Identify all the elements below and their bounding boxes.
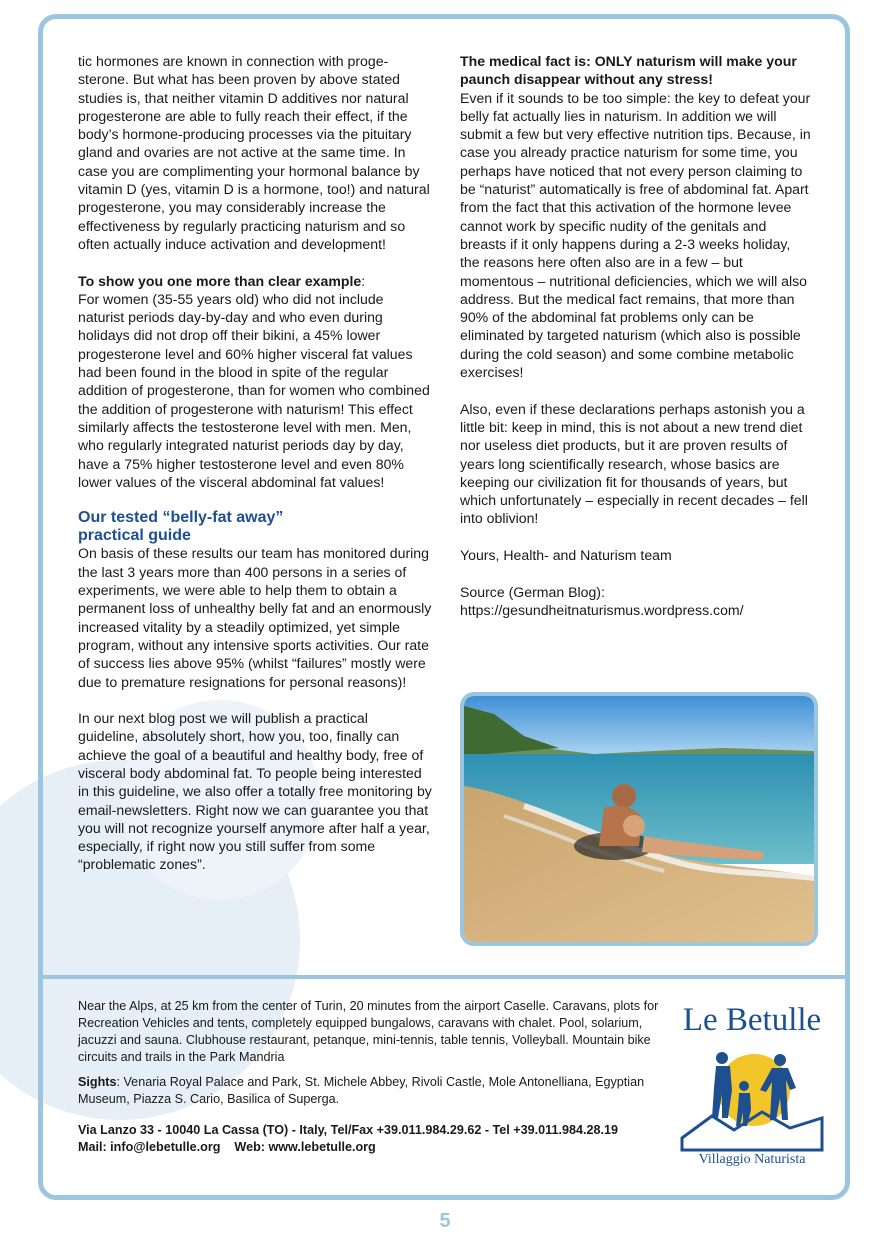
signature: Yours, Health- and Naturism team <box>460 547 672 564</box>
paragraph <box>460 52 812 381</box>
paragraph-heading: The medical fact is: ONLY naturism will make your paunch disappear without any stress! <box>460 53 797 88</box>
paragraph: Also, even if these declarations perhaps astonish you a little bit: keep in mind, this is not about a new trend diet nor useless diet products, but it are proven results of years long scientifically research, whose basics are keeping our civilization fit for thousands of years, but which unfortunately – especially in recent decades – fell into oblivion! <box>460 400 808 527</box>
footer-info <box>78 998 668 1156</box>
paragraph-body: Even if it sounds to be too simple: the key to defeat your belly fat actually lies in naturism. In addition we will submit a few but very effective nutrition tips. Because, in case you already practice naturism for some time, you perhaps have noticed that not every person claiming to be “naturist” automatically is free of abdominal fat. Apart from the fact that this activation of the hormone levee cannot work by specific nudity of the genitals and breasts if it only happens during a 2-3 weeks holiday, the reasons here often also are in a few – but momentous – nutritional deficiencies, which we will also address. But the medical fact remains, that more than 90% of the abdominal fat problems only can be eliminated by targeted naturism (which also is possible during the cold season) and some combine metabolic exercises! <box>460 89 811 381</box>
address: Via Lanzo 33 - 10040 La Cassa (TO) - Italy, Tel/Fax +39.011.984.29.62 - Tel +39.011.984.28.19 <box>78 1123 618 1137</box>
beach-photo <box>460 692 818 946</box>
paragraph-heading: To show you one more than clear example <box>78 272 362 289</box>
paragraph: tic hormones are known in connection with progesterone. But what has been proven by above stated studies is, that neither vitamin D additives nor natural progesterone are able to fully reach their effect, if the body’s hormone-producing processes via the pituitary gland and ovaries are not active at the same time. In case you are complimenting your hormonal balance by vitamin D (yes, vitamin D is a hormone, too!) and natural progesterone, you may considerably increase the effectiveness by regularly practicing naturism and so often actually induce activation and development! <box>78 53 430 252</box>
section-title-line: practical guide <box>78 526 191 544</box>
source-label: Source (German Blog): <box>460 583 605 600</box>
logo-title: Le Betulle <box>682 1002 822 1038</box>
paragraph <box>78 272 432 492</box>
right-column <box>460 52 812 638</box>
section-title <box>78 509 432 544</box>
contacts <box>78 1122 668 1156</box>
sights-text: : Venaria Royal Palace and Park, St. Michele Abbey, Rivoli Castle, Mole Antonelliana, Egyptian Museum, Piazza S. Cario, Basilica of Superga. <box>78 1075 645 1106</box>
camp-description: Near the Alps, at 25 km from the center of Turin, 20 minutes from the airport Caselle. Caravans, plots for Recreation Vehicles and tents, completely equipped bungalows, caravans with chalet. Pool, solarium, jacuzzi and sauna. Clubhouse restaurant, petanque, mini-tennis, table tennis, Volleyball. Mountain bike circuits and trails in the Park Mandria <box>78 999 659 1064</box>
sights <box>78 1074 668 1108</box>
le-betulle-logo <box>672 1000 832 1178</box>
beach-photo-illustration <box>464 696 814 942</box>
source-link[interactable]: https://gesundheitnaturismus.wordpress.com/ <box>460 601 744 618</box>
mail-web[interactable]: Mail: info@lebetulle.org Web: www.lebetulle.org <box>78 1140 376 1154</box>
logo-subtitle: Villaggio Naturista <box>698 1152 806 1167</box>
footer-divider <box>38 975 850 979</box>
sights-label: Sights <box>78 1075 117 1089</box>
paragraph-body: For women (35-55 years old) who did not include naturist periods day-by-day and who even during holidays did not drop off their bikini, a 45% lower progesterone level and 60% higher visceral fat values had been found in the blood in spite of the regular addition of progesterone, than for women who combined the addition of progesterone with naturism! This effect similarly affects the testosterone level with men. Men, who regularly integrated naturist periods day by day, have a 75% higher testosterone level and even 80% lower values of the visceral abdominal fat values! <box>78 290 430 490</box>
section-title-line: Our tested “belly-fat away” <box>78 509 284 527</box>
logo-figures-icon <box>672 1038 832 1152</box>
heading-colon: : <box>361 272 366 289</box>
page-number: 5 <box>439 1210 451 1232</box>
paragraph: In our next blog post we will publish a practical guideline, absolutely short, how you, too, finally can achieve the goal of a beautiful and healthy body, free of visceral body abdominal fat. To people being interested in this guideline, we also offer a totally free monitoring by email-newsletters. Right now we can guarantee you that you will not recognize yourself anymore after half a year, especially, if right now you still suffer from some “problematic zones”. <box>78 710 432 873</box>
paragraph: On basis of these results our team has monitored during the last 3 years more than 400 persons in a series of experiments, we were able to help them to obtain a permanent loss of unhealthy belly fat and an enormously increased vitality by a steadily optimized, yet simple program, without any intensive sports activities. Our rate of success lies above 95% (whilst “failures” mostly were due to premature resignations for personal reasons)! <box>78 545 432 690</box>
left-column <box>78 52 432 892</box>
source <box>460 583 812 620</box>
